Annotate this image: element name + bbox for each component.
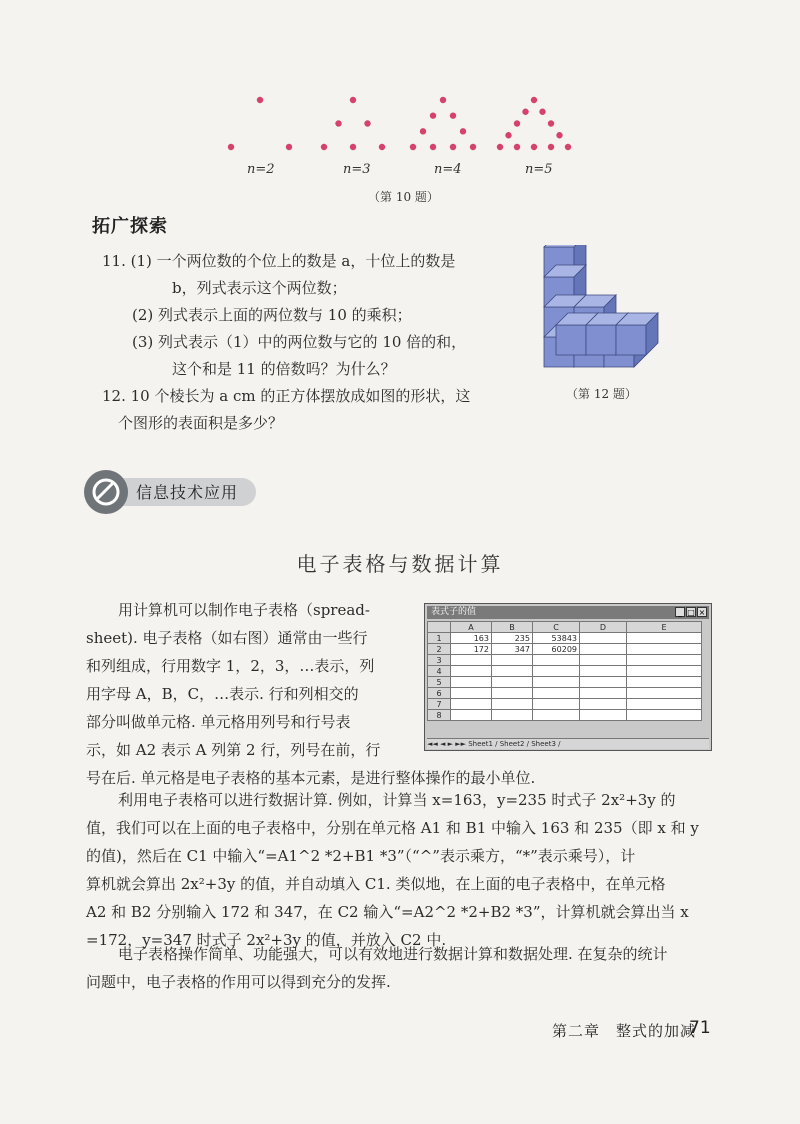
sheet-cell[interactable] [533, 677, 580, 688]
sheet-cell[interactable]: 53843 [533, 633, 580, 644]
sheet-cell[interactable]: 172 [451, 644, 492, 655]
sheet-cell[interactable] [627, 688, 702, 699]
sheet-cell[interactable] [580, 633, 627, 644]
p1-last-line: 号在后. 单元格是电子表格的基本元素，是进行整体操作的最小单位. [86, 769, 536, 787]
spreadsheet-window [424, 603, 712, 751]
pattern-dot [522, 109, 528, 115]
pattern-dot [514, 144, 520, 150]
pattern-dot [565, 144, 571, 150]
p2-line: 利用电子表格可以进行数据计算. 例如，计算当 x=163，y=235 时式子 2x²+3y 的 [118, 791, 676, 809]
pattern-dot [379, 144, 385, 150]
pattern-dot [420, 128, 426, 134]
sheet-cell[interactable]: 60209 [533, 644, 580, 655]
p3-line: 电子表格操作简单、功能强大，可以有效地进行数据计算和数据处理. 在复杂的统计 [118, 945, 668, 963]
col-header-b[interactable]: B [492, 622, 533, 633]
pattern-dot [350, 97, 356, 103]
sheet-cell[interactable] [451, 688, 492, 699]
pattern-dot [440, 97, 446, 103]
paragraph-3 [86, 940, 668, 996]
p1-line: 示，如 A2 表示 A 列第 2 行，列号在前，行 [86, 741, 381, 759]
sheet-row [428, 677, 702, 688]
p2-line: A2 和 B2 分别输入 172 和 347，在 C2 输入“=A2^2 *2+B2 *3”，计算机就会算出当 x [86, 903, 689, 921]
page-number: 71 [689, 1018, 711, 1038]
sheet-cell[interactable] [580, 699, 627, 710]
col-header-e[interactable]: E [627, 622, 702, 633]
pattern-dot [430, 112, 436, 118]
sheet-cell[interactable] [451, 655, 492, 666]
cube-face [616, 325, 646, 355]
cube-stack-figure [536, 245, 666, 375]
pattern-dot [335, 120, 341, 126]
sheet-cell[interactable] [533, 699, 580, 710]
sheet-cell[interactable] [451, 677, 492, 688]
paragraph-2 [86, 786, 699, 954]
pattern-dot [548, 120, 554, 126]
label-n4: n=4 [434, 162, 462, 177]
pattern-dot [460, 128, 466, 134]
p2-line: =172，y=347 时式子 2x²+3y 的值，并放入 C2 中. [86, 931, 447, 949]
pattern-dot [450, 112, 456, 118]
pattern-dot [286, 144, 292, 150]
sheet-tabs[interactable]: ◄◄ ◄ ► ►► Sheet1 / Sheet2 / Sheet3 / [427, 738, 709, 749]
sheet-cell[interactable]: 163 [451, 633, 492, 644]
sheet-cell[interactable] [451, 699, 492, 710]
sheet-cell[interactable] [492, 666, 533, 677]
pattern-dot [548, 144, 554, 150]
pattern-dot [450, 144, 456, 150]
sheet-cell[interactable] [492, 710, 533, 721]
pattern-dot [470, 144, 476, 150]
p2-line: 算机就会算出 2x²+3y 的值，并自动填入 C1. 类似地，在上面的电子表格中，在单元格 [86, 875, 666, 893]
label-n5: n=5 [525, 162, 553, 177]
sheet-cell[interactable] [627, 699, 702, 710]
sheet-row [428, 666, 702, 677]
label-n3: n=3 [343, 162, 371, 177]
p2-line: 值，我们可以在上面的电子表格中，分别在单元格 A1 和 B1 中输入 163 和 235（即 x 和 y [86, 819, 699, 837]
sheet-cell[interactable] [627, 666, 702, 677]
sheet-cell[interactable] [533, 655, 580, 666]
sheet-cell[interactable] [533, 710, 580, 721]
problem11-line1: 11. (1) 一个两位数的个位上的数是 a，十位上的数是 [102, 252, 456, 270]
sheet-row [428, 633, 702, 644]
p1-line: 和列组成，行用数字 1，2，3，…表示，列 [86, 657, 375, 675]
sheet-cell[interactable] [580, 666, 627, 677]
sheet-row [428, 710, 702, 721]
problem12-line1: 12. 10 个棱长为 a cm 的正方体摆放成如图的形状，这 [102, 387, 471, 405]
section-title: 拓广探索 [92, 216, 168, 237]
pattern-dot [505, 132, 511, 138]
paragraph-1 [86, 596, 418, 764]
pattern-dot [321, 144, 327, 150]
problem12-line2: 个图形的表面积是多少？ [118, 414, 284, 432]
p1-line: 部分叫做单元格. 单元格用列号和行号表 [86, 713, 351, 731]
info-tech-banner [84, 470, 264, 514]
sheet-cell[interactable]: 235 [492, 633, 533, 644]
p3-line: 问题中，电子表格的作用可以得到充分的发挥. [86, 973, 391, 991]
label-n2: n=2 [247, 162, 275, 177]
banner-label: 信息技术应用 [136, 483, 239, 502]
pattern-dot [350, 144, 356, 150]
row-header[interactable]: 8 [428, 710, 451, 721]
figure12-caption: （第 12 题） [566, 387, 637, 401]
row-header[interactable]: 4 [428, 666, 451, 677]
sheet-row [428, 699, 702, 710]
spreadsheet-grid [427, 621, 702, 721]
sheet-row [428, 688, 702, 699]
problem11-part3a: (3) 列式表示（1）中的两位数与它的 10 倍的和， [132, 333, 467, 351]
sheet-cell[interactable] [492, 655, 533, 666]
dot-pattern-figure [0, 0, 800, 200]
pattern-dot [556, 132, 562, 138]
row-header[interactable]: 1 [428, 633, 451, 644]
sheet-cell[interactable] [533, 688, 580, 699]
sheet-cell[interactable] [492, 677, 533, 688]
sheet-cell[interactable] [580, 710, 627, 721]
problem11-line2: b，列式表示这个两位数； [172, 279, 347, 297]
sheet-cell[interactable] [451, 666, 492, 677]
row-header[interactable]: 6 [428, 688, 451, 699]
sheet-cell[interactable]: 347 [492, 644, 533, 655]
maximize-icon[interactable]: □ [687, 608, 695, 617]
row-header[interactable]: 5 [428, 677, 451, 688]
sheet-cell[interactable] [580, 677, 627, 688]
p1-line: sheet). 电子表格（如右图）通常由一些行 [86, 629, 368, 647]
sheet-cell[interactable] [580, 655, 627, 666]
pattern-dot [410, 144, 416, 150]
sheet-cell[interactable] [492, 699, 533, 710]
sheet-row [428, 644, 702, 655]
problem11-part3b: 这个和是 11 的倍数吗？为什么？ [172, 360, 396, 378]
minimize-icon[interactable]: _ [675, 607, 685, 617]
col-header-c[interactable]: C [533, 622, 580, 633]
row-header[interactable]: 2 [428, 644, 451, 655]
p1-line: 用字母 A，B，C，…表示. 行和列相交的 [86, 685, 359, 703]
pattern-dot [531, 144, 537, 150]
sheet-cell[interactable] [627, 677, 702, 688]
pattern-dot [228, 144, 234, 150]
col-header-a[interactable]: A [451, 622, 492, 633]
close-icon[interactable]: × [698, 608, 706, 617]
sheet-cell[interactable] [580, 644, 627, 655]
sheet-cell[interactable] [627, 710, 702, 721]
col-header[interactable] [428, 622, 451, 633]
sheet-cell[interactable] [492, 688, 533, 699]
pattern-dot [364, 120, 370, 126]
cube-face [556, 325, 586, 355]
sheet-cell[interactable] [580, 688, 627, 699]
pattern-dot [531, 97, 537, 103]
sheet-row [428, 655, 702, 666]
spreadsheet-title: 表式子的值 [427, 606, 709, 619]
sheet-cell[interactable] [451, 710, 492, 721]
problem11-part2: (2) 列式表示上面的两位数与 10 的乘积； [132, 306, 412, 324]
col-header-d[interactable]: D [580, 622, 627, 633]
banner-logo-icon [84, 470, 128, 514]
figure10-caption: （第 10 题） [368, 190, 439, 204]
p1-line: 用计算机可以制作电子表格（spread- [118, 601, 370, 619]
sheet-cell[interactable] [627, 633, 702, 644]
pattern-dot [539, 109, 545, 115]
sheet-cell[interactable] [627, 655, 702, 666]
pattern-dot [257, 97, 263, 103]
p2-line: 的值)，然后在 C1 中输入“=A1^2 *2+B1 *3”（“^”表示乘方，“*”表示乘号），计 [86, 847, 636, 865]
pattern-dot [497, 144, 503, 150]
sheet-cell[interactable] [533, 666, 580, 677]
row-header[interactable]: 3 [428, 655, 451, 666]
pattern-dot [430, 144, 436, 150]
cube-face [586, 325, 616, 355]
article-title: 电子表格与数据计算 [296, 552, 504, 576]
row-header[interactable]: 7 [428, 699, 451, 710]
chapter-footer: 第二章 整式的加减 [552, 1022, 697, 1040]
pattern-dot [514, 120, 520, 126]
sheet-cell[interactable] [627, 644, 702, 655]
